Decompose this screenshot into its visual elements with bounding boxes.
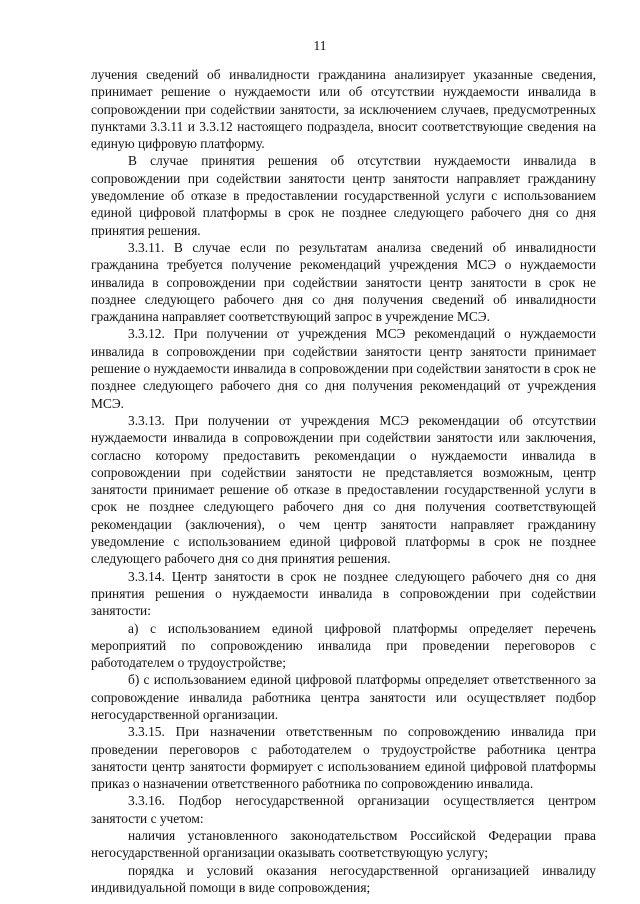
paragraph-3-3-11: 3.3.11. В случае если по результатам анализа сведений об инвалидности гражданина требуется получение рекомендаций учреждения МСЭ о нуждаемости инвалида в сопровождении при содействии занятости центр занятости в срок не позднее следующего рабочего дня со дня получения сведений об инвалидности гражданина направляет соответствующий запрос в учреждение МСЭ. (91, 239, 596, 325)
paragraph-3-3-16: 3.3.16. Подбор негосударственной организации осуществляется центром занятости с учетом: (91, 793, 596, 826)
paragraph-3-3-16-criterion-1: наличия установленного законодательством Российской Федерации права негосударственной организации оказывать соответствующую услугу; (91, 828, 596, 861)
paragraph-3-3-16-criterion-2: порядка и условий оказания негосударственной организацией инвалиду индивидуальной помощи в виде сопровождения; (91, 862, 596, 895)
paragraph-3-3-14: 3.3.14. Центр занятости в срок не позднее следующего рабочего дня со дня принятия решения о нуждаемости инвалида в сопровождении при содействии занятости: (91, 568, 596, 619)
paragraph-3-3-13: 3.3.13. При получении от учреждения МСЭ рекомендации об отсутствии нуждаемости инвалида в сопровождении при содействии занятости или заключения, согласно которому предоставить рекомендации о нуждаемости инвалида в сопровождении при содействии занятости не представляется возможным, центр занятости принимает решение об отказе в предоставлении государственной услуги в срок не позднее следующего рабочего дня со дня получения соответствующей рекомендации (заключения), о чем центр занятости направляет гражданину уведомление с использованием единой цифровой платформы в срок не позднее следующего рабочего дня со дня принятия решения. (91, 412, 596, 567)
paragraph-continuation: лучения сведений об инвалидности гражданина анализирует указанные сведения, принимает решение о нуждаемости или об отсутствии нуждаемости инвалида в сопровождении при содействии занятости, за исключением случаев, предусмотренных пунктами 3.3.11 и 3.3.12 настоящего подраздела, вносит соответствующие сведения на единую цифровую платформу. (91, 67, 596, 152)
paragraph-3-3-14-b: б) с использованием единой цифровой платформы определяет ответственного за сопровождение инвалида работника центра занятости или осуществляет подбор негосударственной организации. (91, 672, 596, 722)
document-body (91, 66, 596, 896)
page-number: 11 (313, 38, 327, 53)
paragraph-refusal-notice: В случае принятия решения об отсутствии нуждаемости инвалида в сопровождении при содействии занятости центр занятости направляет гражданину уведомление об отказе в предоставлении государственной услуги с использованием единой цифровой платформы в срок не позднее следующего рабочего дня со дня принятия решения. (91, 153, 596, 238)
paragraph-3-3-15: 3.3.15. При назначении ответственным по сопровождению инвалида при проведении переговоров с работодателем о трудоустройстве работника центра занятости центр занятости формирует с использованием единой цифровой платформы приказ о назначении ответственного работника по сопровождению инвалида. (91, 724, 596, 792)
paragraph-3-3-12: 3.3.12. При получении от учреждения МСЭ рекомендаций о нуждаемости инвалида в сопровождении при содействии занятости центр занятости принимает решение о нуждаемости инвалида в сопровождении при содействии занятости в срок не позднее следующего рабочего дня со дня получения рекомендаций от учреждения МСЭ. (91, 326, 596, 411)
paragraph-3-3-14-a: а) с использованием единой цифровой платформы определяет перечень мероприятий по сопровождению инвалида при проведении переговоров с работодателем о трудоустройстве; (91, 620, 596, 671)
